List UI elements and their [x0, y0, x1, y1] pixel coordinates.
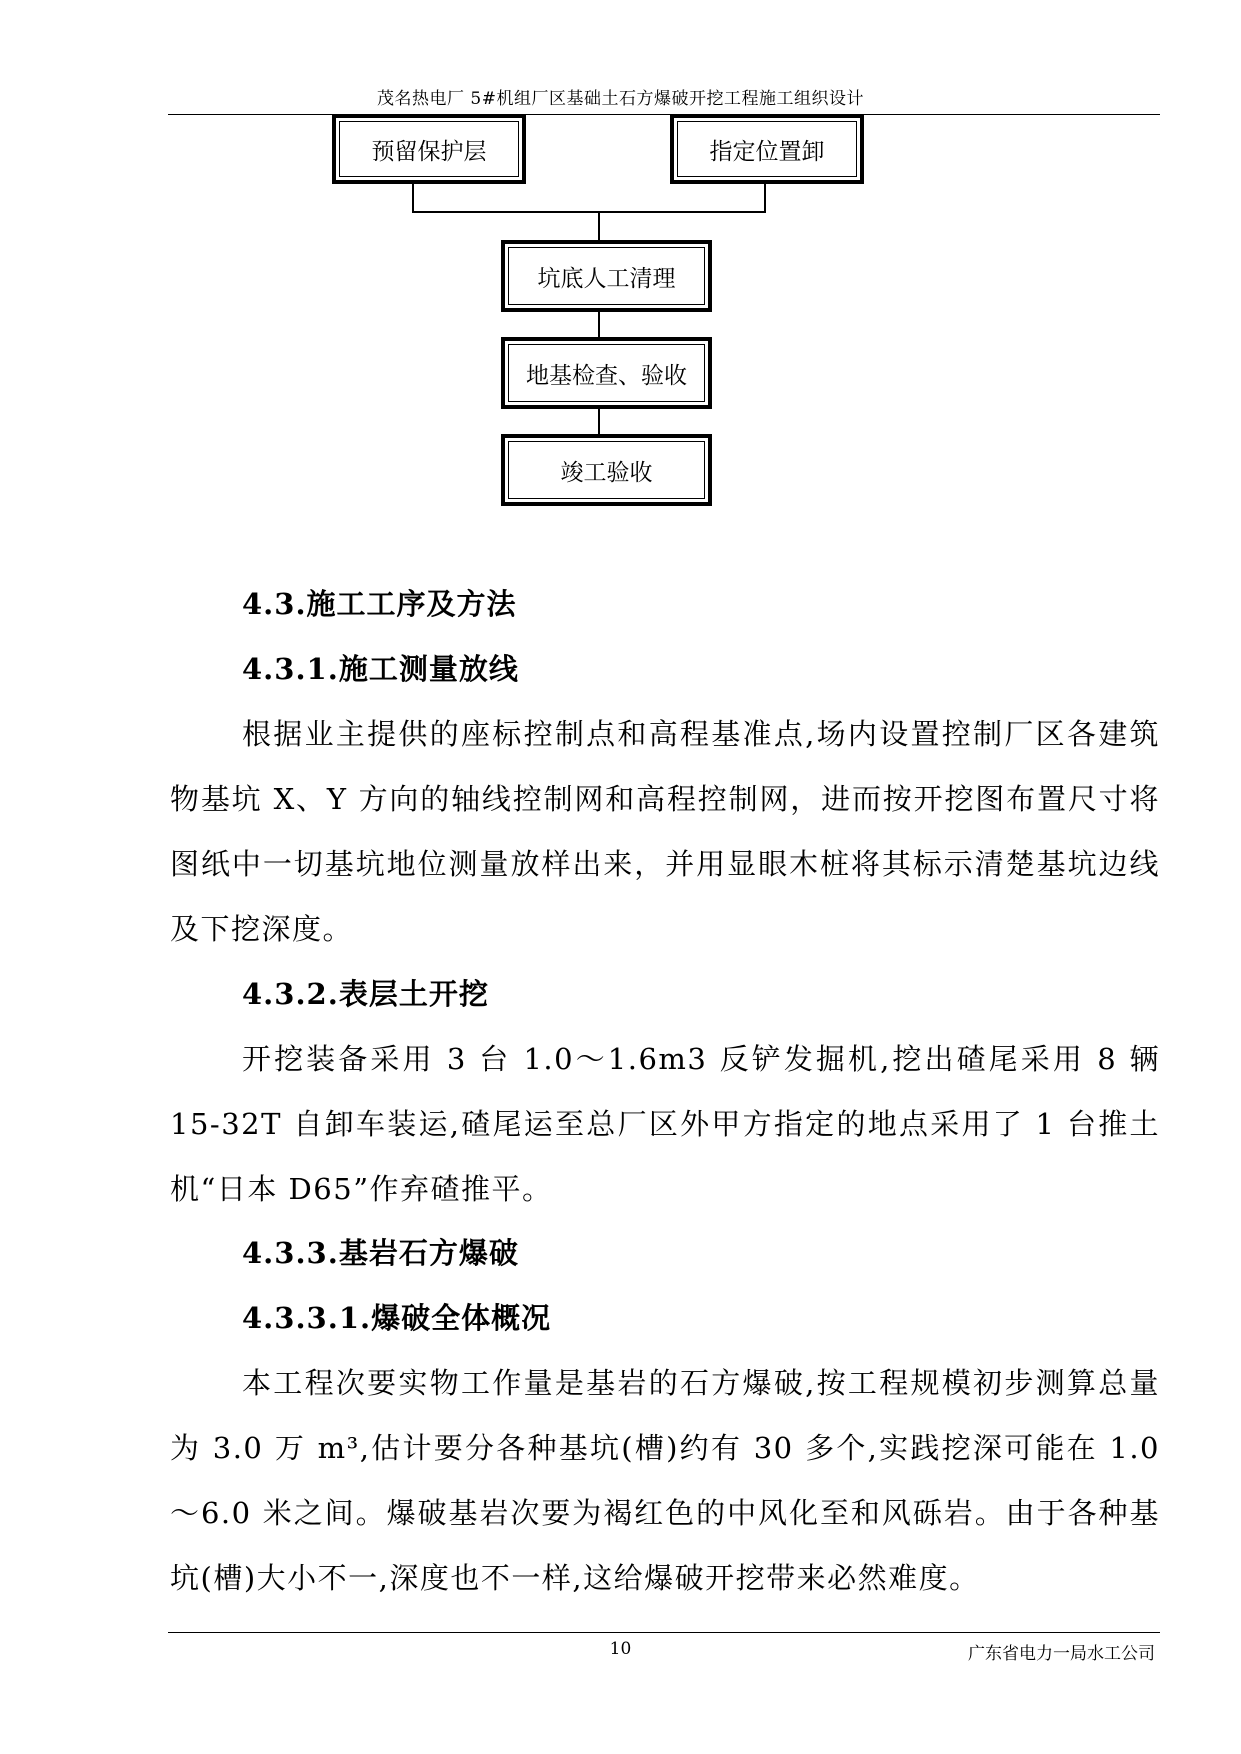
heading-4-3-2: 4.3.2.表层土开挖: [242, 977, 489, 1011]
heading-4-3-1: 4.3.1.施工测量放线: [242, 652, 519, 686]
connector-line: [412, 184, 414, 212]
paragraph-4-3-2: 开挖装备采用 3 台 1.0～1.6m3 反铲发掘机,挖出碴尾采用 8 辆 15-32T 自卸车装运,碴尾运至总厂区外甲方指定的地点采用了 1 台推土机“日本 D65”作弃碴推平。: [170, 1042, 1160, 1206]
flow-box-reserve-protection-layer: [332, 114, 526, 184]
flow-box-label: 竣工验收: [508, 441, 705, 499]
paragraph-4-3-3-1: 本工程次要实物工作量是基岩的石方爆破,按工程规模初步测算总量为 3.0 万 m³,估计要分各种基坑(槽)约有 30 多个,实践挖深可能在 1.0～6.0 米之间。爆破基岩次要为褐红色的中风化至和风砾岩。由于各种基坑(槽)大小不一,深度也不一样,这给爆破开挖带来必然难度。: [170, 1366, 1160, 1595]
header-rule: [168, 114, 1160, 115]
paragraph-4-3-1: 根据业主提供的座标控制点和高程基准点,场内设置控制厂区各建筑物基坑 X、Y 方向的轴线控制网和高程控制网，进而按开挖图布置尺寸将图纸中一切基坑地位测量放样出来，并用显眼木桩将其标示清楚基坑边线及下挖深度。: [170, 717, 1160, 946]
heading-4-3-3-1: 4.3.3.1.爆破全体概况: [242, 1301, 552, 1335]
heading-4-3-3: 4.3.3.基岩石方爆破: [242, 1236, 519, 1270]
flow-box-label: 预留保护层: [339, 121, 519, 177]
connector-line: [598, 312, 600, 338]
flow-box-label: 坑底人工清理: [508, 247, 705, 305]
flow-box-label: 地基检查、验收: [508, 344, 705, 402]
connector-line: [412, 211, 766, 213]
footer-company: 广东省电力一局水工公司: [968, 1644, 1155, 1664]
page-number: 10: [609, 1639, 632, 1659]
flow-box-designated-unload: [670, 114, 864, 184]
flow-box-foundation-inspection: [501, 337, 712, 409]
flow-box-pit-bottom-cleaning: [501, 240, 712, 312]
heading-4-3: 4.3.施工工序及方法: [242, 587, 517, 621]
flow-box-label: 指定位置卸: [677, 121, 857, 177]
connector-line: [764, 184, 766, 212]
connector-line: [598, 211, 600, 241]
footer-rule: [168, 1632, 1160, 1633]
page-header-title: 茂名热电厂 5#机组厂区基础土石方爆破开挖工程施工组织设计: [377, 89, 864, 109]
flow-box-completion-acceptance: [501, 434, 712, 506]
connector-line: [598, 409, 600, 435]
